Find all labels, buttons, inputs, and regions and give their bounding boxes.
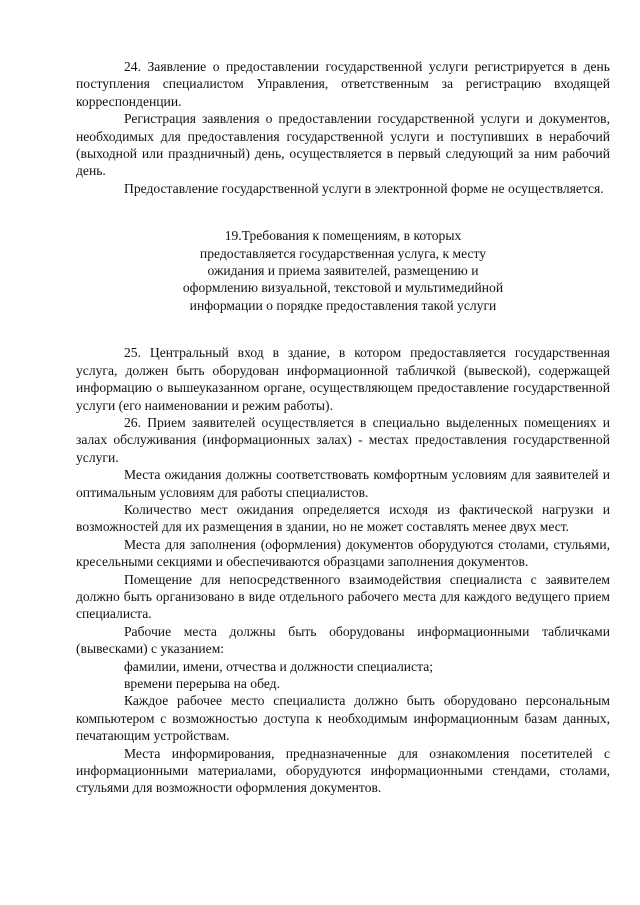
section-19-heading: 19.Требования к помещениям, в которых предоставляется государственная услуга, к месту ожидания и приема заявителей, размещению и оформлению визуальной, текстовой и мультимедийной информации о порядке предоставления такой услуги [182, 228, 504, 313]
paragraph-25: 25. Центральный вход в здание, в котором предоставляется государственная услуга, должен быть оборудован информационной табличкой (вывеской), содержащей информацию о вышеуказанном органе, осуществляющем предоставление государственной услуги (его наименовании и режим работы). [76, 345, 610, 413]
paragraph-names: фамилии, имени, отчества и должности специалиста; [124, 658, 434, 674]
paragraph-filling-places: Места для заполнения (оформления) документов оборудуются столами, стульями, кресельными секциями и обеспечиваются образцами заполнения документов. [76, 536, 610, 570]
paragraph-break-time: времени перерыва на обед. [124, 676, 280, 691]
paragraph-interaction-room: Помещение для непосредственного взаимодействия специалиста с заявителем должно быть организовано в виде отдельного рабочего места для каждого ведущего прием специалиста. [76, 571, 610, 622]
paragraph-24: 24. Заявление о предоставлении государственной услуги регистрируется в день поступления специалистом Управления, ответственным за регистрацию входящей корреспонденции. [76, 59, 610, 109]
paragraph-registration: Регистрация заявления о предоставлении государственной услуги и документов, необходимых для предоставления государственной услуги и поступивших в нерабочий (выходной или праздничный) день, осуществляется в первый следующий за ним рабочий день. [76, 111, 610, 179]
document-page [76, 58, 610, 797]
paragraph-info-places: Места информирования, предназначенные для ознакомления посетителей с информационными материалами, оборудуются информационными стендами, столами, стульями для возможности оформления документов. [76, 745, 610, 796]
paragraph-workplaces: Рабочие места должны быть оборудованы информационными табличками (вывесками) с указанием: [76, 623, 610, 657]
paragraph-waiting-quantity: Количество мест ожидания определяется исходя из фактической нагрузки и возможностей для их размещения в здании, но не может составлять менее двух мест. [76, 501, 610, 535]
paragraph-computer: Каждое рабочее место специалиста должно быть оборудовано персональным компьютером с возможностью доступа к необходимым информационным базам данных, печатающим устройствам. [76, 693, 610, 744]
paragraph-electronic-form: Предоставление государственной услуги в электронной форме не осуществляется. [124, 180, 604, 196]
paragraph-26: 26. Прием заявителей осуществляется в специально выделенных помещениях и залах обслуживания (информационных залах) - местах предоставления государственной услуги. [76, 414, 610, 465]
paragraph-waiting-places: Места ожидания должны соответствовать комфортным условиям для заявителей и оптимальным условиям для работы специалистов. [76, 467, 610, 500]
